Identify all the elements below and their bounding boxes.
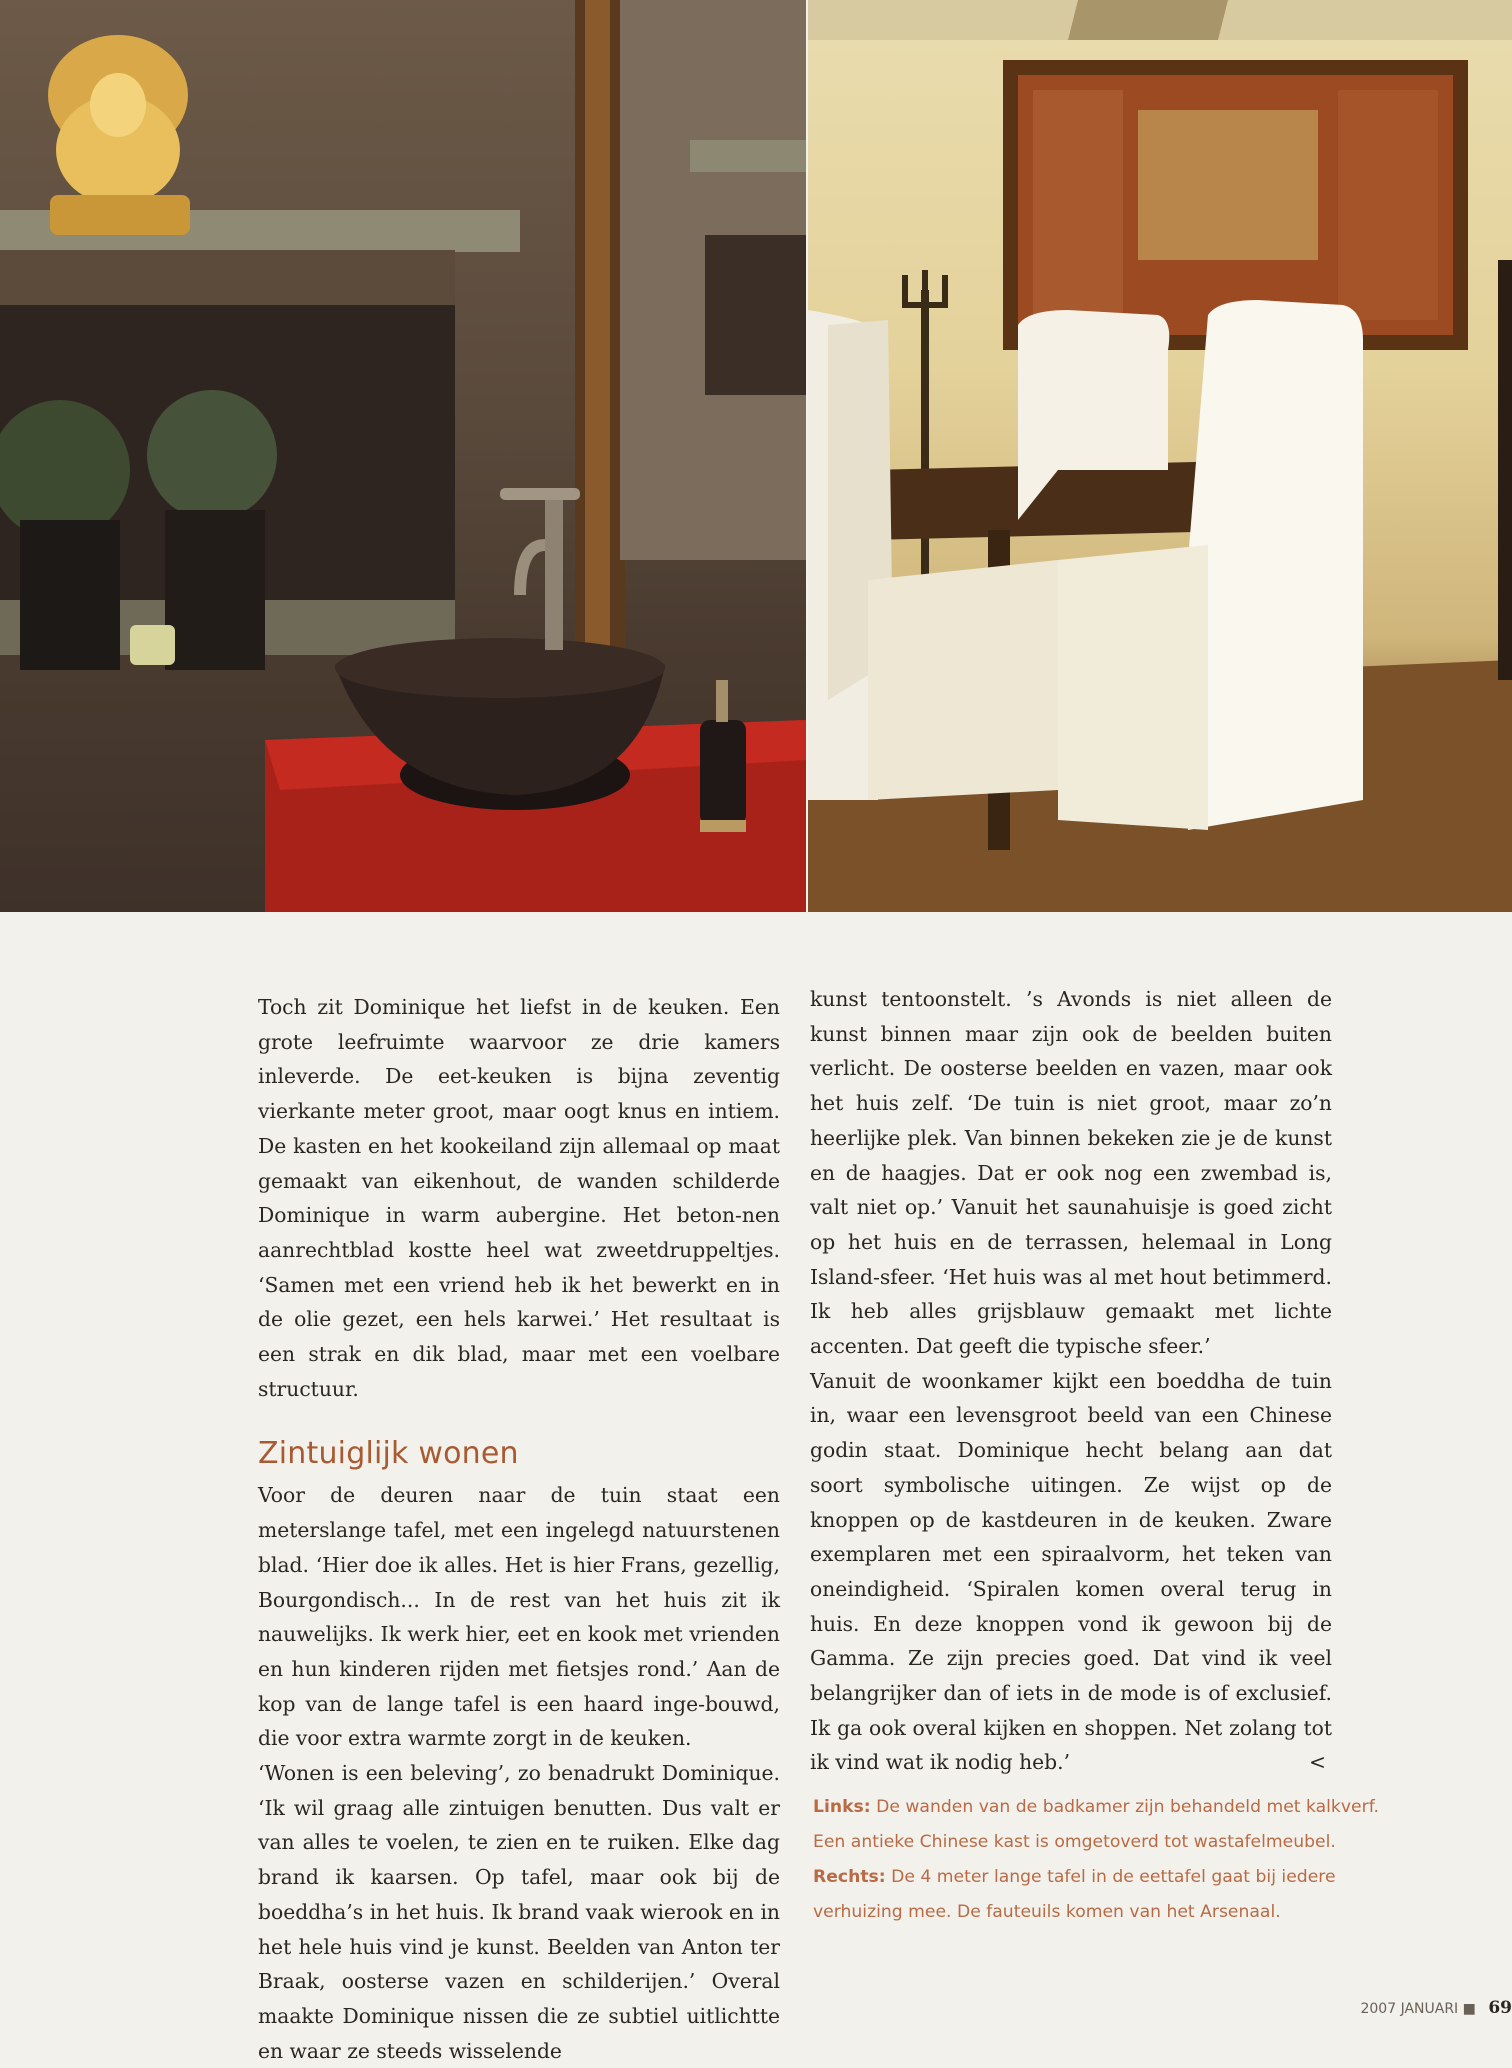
paragraph: Voor de deuren naar de tuin staat een meterslange tafel, met een ingelegd natuurstenen blad. ‘Hier doe ik alles. Het is hier Frans, gezellig, Bourgondisch... In de rest van het huis zit ik nauwelijks. Ik werk hier, eet en kook met vrienden en hun kinderen rijden met fietsjes rond.’ Aan de kop van de lange tafel is een haard inge-bouwd, die voor extra warmte zorgt in de keuken. [258,1483,780,1751]
folio-bullet: ■ [1462,2001,1476,2016]
ganesha-statue-icon [48,35,190,235]
caption-right [813,1860,1413,1930]
faucet-icon [500,488,580,650]
page-folio [1312,1998,1512,2016]
section-heading: Zintuiglijk wonen [258,1436,519,1472]
caption-text: De 4 meter lange tafel in de eettafel gaat bij iedere verhuizing mee. De fauteuils komen van het Arsenaal. [813,1867,1336,1922]
paragraph: kunst tentoonstelt. ’s Avonds is niet alleen de kunst binnen maar zijn ook de beelden buiten verlicht. De oosterse beelden en vazen, maar ook het huis zelf. ‘De tuin is niet groot, maar zo’n heerlijke plek. Van binnen bekeken zie je de kunst en de haagjes. Dat er ook nog een zwembad is, valt niet op.’ Vanuit het saunahuisje is goed zicht op het huis en de terrassen, helemaal in Long Island-sfeer. ‘Het huis was al met hout betimmerd. Ik heb alles grijsblauw gemaakt met lichte accenten. Dat geeft die typische sfeer.’ [810,987,1332,1359]
article-column-right [810,982,1332,1780]
paragraph-text: Vanuit de woonkamer kijkt een boeddha de tuin in, waar een levensgroot beeld van een Chinese godin staat. Dominique hecht belang aan dat soort symbolische uitingen. Ze wijst op de knoppen op de kastdeuren in de keuken. Zware exemplaren met een spiraalvorm, het teken van oneindigheid. ‘Spiralen komen overal terug in huis. En deze knoppen vond ik gewoon bij de Gamma. Ze zijn precies goed. Dat vind ik veel belangrijker dan of iets in de mode is of exclusief. Ik ga ook overal kijken en shoppen. Net zolang tot ik vind wat ik nodig heb.’ [810,1368,1332,1775]
caption-label: Links: [813,1797,871,1817]
folio-issue: 2007 JANUARI [1360,2001,1459,2016]
caption-left [813,1790,1413,1860]
paragraph: Toch zit Dominique het liefst in de keuken. Een grote leefruimte waarvoor ze drie kamers inleverde. De eet-keuken is bijna zeventig vierkante meter groot, maar oogt knus en intiem. De kasten en het kookeiland zijn allemaal op maat gemaakt van eikenhout, de wanden schilderde Dominique in warm aubergine. Het beton-nen aanrechtblad kostte heel wat zweetdruppeltjes. ‘Samen met een vriend heb ik het bewerkt en in de olie gezet, een hels karwei.’ Het resultaat is een strak en dik blad, maar met een voelbare structuur. [258,995,780,1401]
caption-label: Rechts: [813,1867,886,1887]
bathroom-illustration [0,0,806,912]
paragraph: ‘Wonen is een beleving’, zo benadrukt Dominique. ‘Ik wil graag alle zintuigen benutten. Dus valt er van alles te voelen, te zien en te ruiken. Elke dag brand ik kaarsen. Op tafel, maar ook bij de boeddha’s in het huis. Ik brand vaak wierook en in het hele huis vind je kunst. Beelden van Anton ter Braak, oosterse vazen en schilderijen.’ Overal maakte Dominique nissen die ze subtiel uitlichtte en waar ze steeds wisselende [258,1761,780,2063]
article-column-left [258,990,780,2068]
photo-bathroom [0,0,806,912]
end-mark: < [1309,1750,1326,1775]
caption-text: De wanden van de badkamer zijn behandeld met kalkverf. Een antieke Chinese kast is omgetoverd tot wastafelmeubel. [813,1797,1379,1852]
dining-room-illustration [808,0,1512,912]
photo-captions [813,1790,1413,1930]
white-chairs [808,300,1363,830]
page-number: 69 [1488,1998,1512,2016]
soap-dispenser-icon [700,680,746,832]
paragraph [810,1364,1332,1780]
photo-dining-room [808,0,1512,912]
